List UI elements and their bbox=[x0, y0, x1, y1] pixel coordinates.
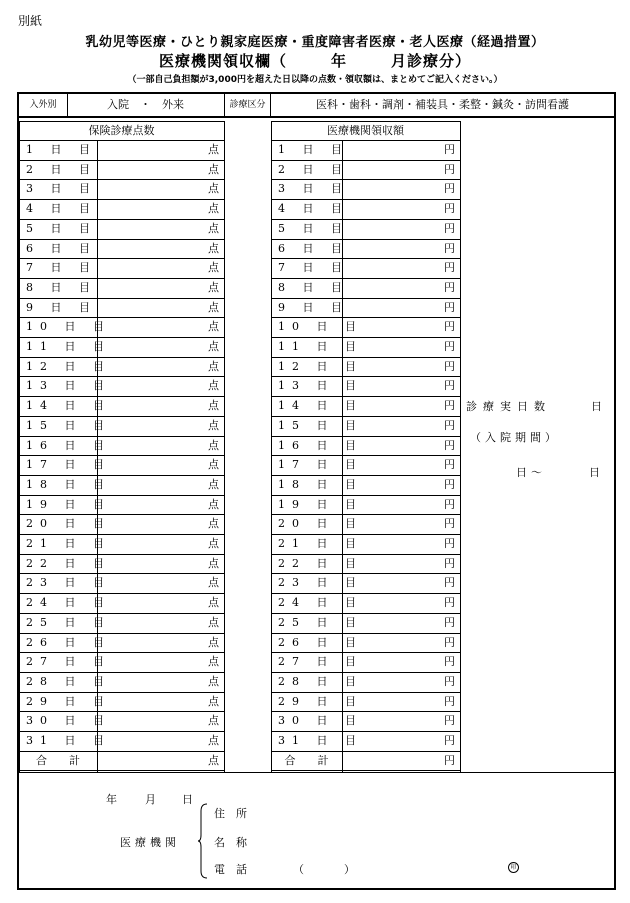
table-area-top-rule bbox=[19, 121, 224, 122]
footer-date-day: 日 bbox=[182, 793, 193, 806]
left-day-label: 26 日 目 bbox=[26, 636, 111, 649]
top-row-divider-1 bbox=[67, 94, 68, 116]
inout-value[interactable]: 入院 ・ 外来 bbox=[107, 98, 184, 111]
left-day-label: 13 日 目 bbox=[26, 379, 111, 392]
left-points-unit[interactable]: 点 bbox=[208, 734, 219, 747]
right-day-label: 10 日 目 bbox=[278, 320, 363, 333]
right-day-label: 31 日 目 bbox=[278, 734, 363, 747]
right-day-label: 3 日 目 bbox=[278, 182, 349, 195]
right-day-label: 5 日 目 bbox=[278, 222, 349, 235]
top-row-bottom-rule bbox=[19, 116, 614, 118]
left-points-unit[interactable]: 点 bbox=[208, 576, 219, 589]
left-day-label: 17 日 目 bbox=[26, 458, 111, 471]
right-yen-unit[interactable]: 円 bbox=[444, 340, 455, 353]
right-day-label: 9 日 目 bbox=[278, 301, 349, 314]
right-yen-unit[interactable]: 円 bbox=[444, 379, 455, 392]
left-day-label: 10 日 目 bbox=[26, 320, 111, 333]
left-points-unit[interactable]: 点 bbox=[208, 261, 219, 274]
right-yen-unit[interactable]: 円 bbox=[444, 163, 455, 176]
left-total-unit[interactable]: 点 bbox=[208, 754, 219, 767]
left-day-label: 11 日 目 bbox=[26, 340, 111, 353]
right-day-label: 7 日 目 bbox=[278, 261, 349, 274]
left-total-label: 合 計 bbox=[36, 754, 80, 767]
period-tilde: 〜 bbox=[531, 466, 542, 479]
left-day-label: 1 日 目 bbox=[26, 143, 97, 156]
right-yen-unit[interactable]: 円 bbox=[444, 143, 455, 156]
left-points-unit[interactable]: 点 bbox=[208, 557, 219, 570]
actual-days-unit: 日 bbox=[591, 400, 602, 413]
right-yen-unit[interactable]: 円 bbox=[444, 399, 455, 412]
left-points-unit[interactable]: 点 bbox=[208, 182, 219, 195]
subtitle-part-a: 医療機関領収欄（ bbox=[158, 52, 287, 70]
left-day-label: 19 日 目 bbox=[26, 498, 111, 511]
phone-paren-open: （ bbox=[293, 863, 304, 876]
right-day-label: 12 日 目 bbox=[278, 360, 363, 373]
left-points-unit[interactable]: 点 bbox=[208, 596, 219, 609]
left-day-label: 2 日 目 bbox=[26, 163, 97, 176]
left-points-unit[interactable]: 点 bbox=[208, 340, 219, 353]
left-points-unit[interactable]: 点 bbox=[208, 675, 219, 688]
right-yen-unit[interactable]: 円 bbox=[444, 182, 455, 195]
right-day-label: 16 日 目 bbox=[278, 439, 363, 452]
name-label: 名 称 bbox=[214, 836, 247, 849]
left-day-label: 16 日 目 bbox=[26, 439, 111, 452]
subtitle-year: 年 bbox=[330, 52, 347, 70]
category-label: 診療区分 bbox=[229, 100, 266, 110]
brace-icon bbox=[198, 803, 208, 879]
right-yen-unit[interactable]: 円 bbox=[444, 281, 455, 294]
phone-label: 電 話 bbox=[214, 863, 247, 876]
inout-label: 入外別 bbox=[29, 100, 57, 110]
left-points-unit[interactable]: 点 bbox=[208, 537, 219, 550]
right-day-label: 1 日 目 bbox=[278, 143, 349, 156]
attachment-label: 別紙 bbox=[18, 14, 43, 28]
address-label: 住 所 bbox=[214, 807, 247, 820]
right-day-label: 29 日 目 bbox=[278, 695, 363, 708]
right-day-label: 23 日 目 bbox=[278, 576, 363, 589]
actual-days-label: 診療実日数 bbox=[466, 400, 551, 413]
right-yen-unit[interactable]: 円 bbox=[444, 320, 455, 333]
left-points-unit[interactable]: 点 bbox=[208, 301, 219, 314]
right-day-label: 11 日 目 bbox=[278, 340, 363, 353]
left-day-label: 12 日 目 bbox=[26, 360, 111, 373]
left-points-unit[interactable]: 点 bbox=[208, 616, 219, 629]
right-yen-unit[interactable]: 円 bbox=[444, 202, 455, 215]
right-yen-unit[interactable]: 円 bbox=[444, 557, 455, 570]
left-day-label: 31 日 目 bbox=[26, 734, 111, 747]
left-day-label: 8 日 目 bbox=[26, 281, 97, 294]
left-day-label: 7 日 目 bbox=[26, 261, 97, 274]
inpatient-period-label: （入院期間） bbox=[470, 431, 560, 444]
left-day-label: 30 日 目 bbox=[26, 714, 111, 727]
right-day-label: 6 日 目 bbox=[278, 242, 349, 255]
left-points-unit[interactable]: 点 bbox=[208, 143, 219, 156]
left-day-label: 14 日 目 bbox=[26, 399, 111, 412]
left-points-unit[interactable]: 点 bbox=[208, 379, 219, 392]
right-yen-unit[interactable]: 円 bbox=[444, 517, 455, 530]
footer-date-month: 月 bbox=[145, 793, 156, 806]
right-yen-unit[interactable]: 円 bbox=[444, 576, 455, 589]
seal-icon: 印 bbox=[508, 862, 519, 873]
right-day-label: 21 日 目 bbox=[278, 537, 363, 550]
left-points-unit[interactable]: 点 bbox=[208, 163, 219, 176]
right-day-label: 25 日 目 bbox=[278, 616, 363, 629]
left-points-unit[interactable]: 点 bbox=[208, 360, 219, 373]
right-yen-unit[interactable]: 円 bbox=[444, 636, 455, 649]
left-day-label: 20 日 目 bbox=[26, 517, 111, 530]
period-end-day: 日 bbox=[589, 466, 600, 479]
right-yen-unit[interactable]: 円 bbox=[444, 301, 455, 314]
right-yen-unit[interactable]: 円 bbox=[444, 242, 455, 255]
left-day-label: 24 日 目 bbox=[26, 596, 111, 609]
top-row-divider-2 bbox=[224, 94, 225, 116]
left-points-unit[interactable]: 点 bbox=[208, 222, 219, 235]
right-total-label: 合 計 bbox=[284, 754, 329, 767]
right-day-label: 28 日 目 bbox=[278, 675, 363, 688]
right-day-label: 18 日 目 bbox=[278, 478, 363, 491]
left-points-unit[interactable]: 点 bbox=[208, 320, 219, 333]
left-day-label: 3 日 目 bbox=[26, 182, 97, 195]
left-points-unit[interactable]: 点 bbox=[208, 399, 219, 412]
left-day-label: 27 日 目 bbox=[26, 655, 111, 668]
left-day-label: 21 日 目 bbox=[26, 537, 111, 550]
left-points-unit[interactable]: 点 bbox=[208, 517, 219, 530]
left-day-label: 9 日 目 bbox=[26, 301, 97, 314]
right-yen-unit[interactable]: 円 bbox=[444, 478, 455, 491]
right-day-label: 24 日 目 bbox=[278, 596, 363, 609]
right-yen-unit[interactable]: 円 bbox=[444, 695, 455, 708]
form-subtitle bbox=[0, 50, 630, 71]
right-day-label: 19 日 目 bbox=[278, 498, 363, 511]
right-day-label: 26 日 目 bbox=[278, 636, 363, 649]
left-day-label: 6 日 目 bbox=[26, 242, 97, 255]
right-yen-unit[interactable]: 円 bbox=[444, 537, 455, 550]
right-yen-unit[interactable]: 円 bbox=[444, 655, 455, 668]
left-points-unit[interactable]: 点 bbox=[208, 695, 219, 708]
left-day-label: 5 日 目 bbox=[26, 222, 97, 235]
left-day-label: 25 日 目 bbox=[26, 616, 111, 629]
institution-label: 医療機関 bbox=[120, 836, 180, 849]
form-title: 乳幼児等医療・ひとり親家庭医療・重度障害者医療・老人医療（経過措置） bbox=[85, 35, 545, 50]
right-total-unit[interactable]: 円 bbox=[444, 754, 455, 767]
form-note: （一部自己負担額が3,000円を超えた日以降の点数・領収額は、まとめてご記入ください。） bbox=[127, 75, 503, 85]
category-value[interactable]: 医科・歯科・調剤・補装具・柔整・鍼灸・訪問看護 bbox=[316, 98, 569, 111]
left-points-unit[interactable]: 点 bbox=[208, 636, 219, 649]
footer-date-year: 年 bbox=[106, 793, 117, 806]
phone-paren-close: ） bbox=[344, 863, 355, 876]
right-yen-unit[interactable]: 円 bbox=[444, 498, 455, 511]
left-day-label: 15 日 目 bbox=[26, 419, 111, 432]
right-yen-unit[interactable]: 円 bbox=[444, 714, 455, 727]
subtitle-part-b: 月診療分） bbox=[391, 52, 472, 70]
top-row-divider-3 bbox=[270, 94, 271, 116]
left-points-unit[interactable]: 点 bbox=[208, 478, 219, 491]
right-yen-unit[interactable]: 円 bbox=[444, 261, 455, 274]
table-area-bottom-rule bbox=[19, 772, 614, 773]
left-day-label: 28 日 目 bbox=[26, 675, 111, 688]
left-points-unit[interactable]: 点 bbox=[208, 439, 219, 452]
right-yen-unit[interactable]: 円 bbox=[444, 675, 455, 688]
left-day-label: 4 日 目 bbox=[26, 202, 97, 215]
table-area-top-rule-right bbox=[271, 121, 460, 122]
right-day-label: 15 日 目 bbox=[278, 419, 363, 432]
right-yen-unit[interactable]: 円 bbox=[444, 734, 455, 747]
right-yen-unit[interactable]: 円 bbox=[444, 458, 455, 471]
right-table-header: 医療機関領収額 bbox=[327, 124, 404, 137]
right-yen-unit[interactable]: 円 bbox=[444, 439, 455, 452]
right-yen-unit[interactable]: 円 bbox=[444, 596, 455, 609]
left-day-label: 18 日 目 bbox=[26, 478, 111, 491]
right-day-label: 30 日 目 bbox=[278, 714, 363, 727]
left-points-unit[interactable]: 点 bbox=[208, 655, 219, 668]
right-day-label: 8 日 目 bbox=[278, 281, 349, 294]
right-yen-unit[interactable]: 円 bbox=[444, 616, 455, 629]
right-day-label: 22 日 目 bbox=[278, 557, 363, 570]
right-day-label: 20 日 目 bbox=[278, 517, 363, 530]
period-start-day: 日 bbox=[516, 466, 527, 479]
right-day-label: 17 日 目 bbox=[278, 458, 363, 471]
left-points-unit[interactable]: 点 bbox=[208, 714, 219, 727]
left-points-unit[interactable]: 点 bbox=[208, 242, 219, 255]
right-yen-unit[interactable]: 円 bbox=[444, 222, 455, 235]
right-day-label: 2 日 目 bbox=[278, 163, 349, 176]
row-rule bbox=[271, 770, 460, 771]
left-day-label: 23 日 目 bbox=[26, 576, 111, 589]
right-day-label: 14 日 目 bbox=[278, 399, 363, 412]
left-day-label: 29 日 目 bbox=[26, 695, 111, 708]
right-yen-unit[interactable]: 円 bbox=[444, 419, 455, 432]
right-day-label: 27 日 目 bbox=[278, 655, 363, 668]
right-table-right-border bbox=[460, 121, 461, 772]
left-day-label: 22 日 目 bbox=[26, 557, 111, 570]
left-points-unit[interactable]: 点 bbox=[208, 458, 219, 471]
row-rule bbox=[19, 770, 224, 771]
left-table-header: 保険診療点数 bbox=[88, 124, 155, 137]
left-points-unit[interactable]: 点 bbox=[208, 419, 219, 432]
left-points-unit[interactable]: 点 bbox=[208, 498, 219, 511]
right-day-label: 13 日 目 bbox=[278, 379, 363, 392]
right-day-label: 4 日 目 bbox=[278, 202, 349, 215]
left-table-right-border bbox=[224, 121, 225, 772]
right-yen-unit[interactable]: 円 bbox=[444, 360, 455, 373]
left-points-unit[interactable]: 点 bbox=[208, 202, 219, 215]
left-points-unit[interactable]: 点 bbox=[208, 281, 219, 294]
